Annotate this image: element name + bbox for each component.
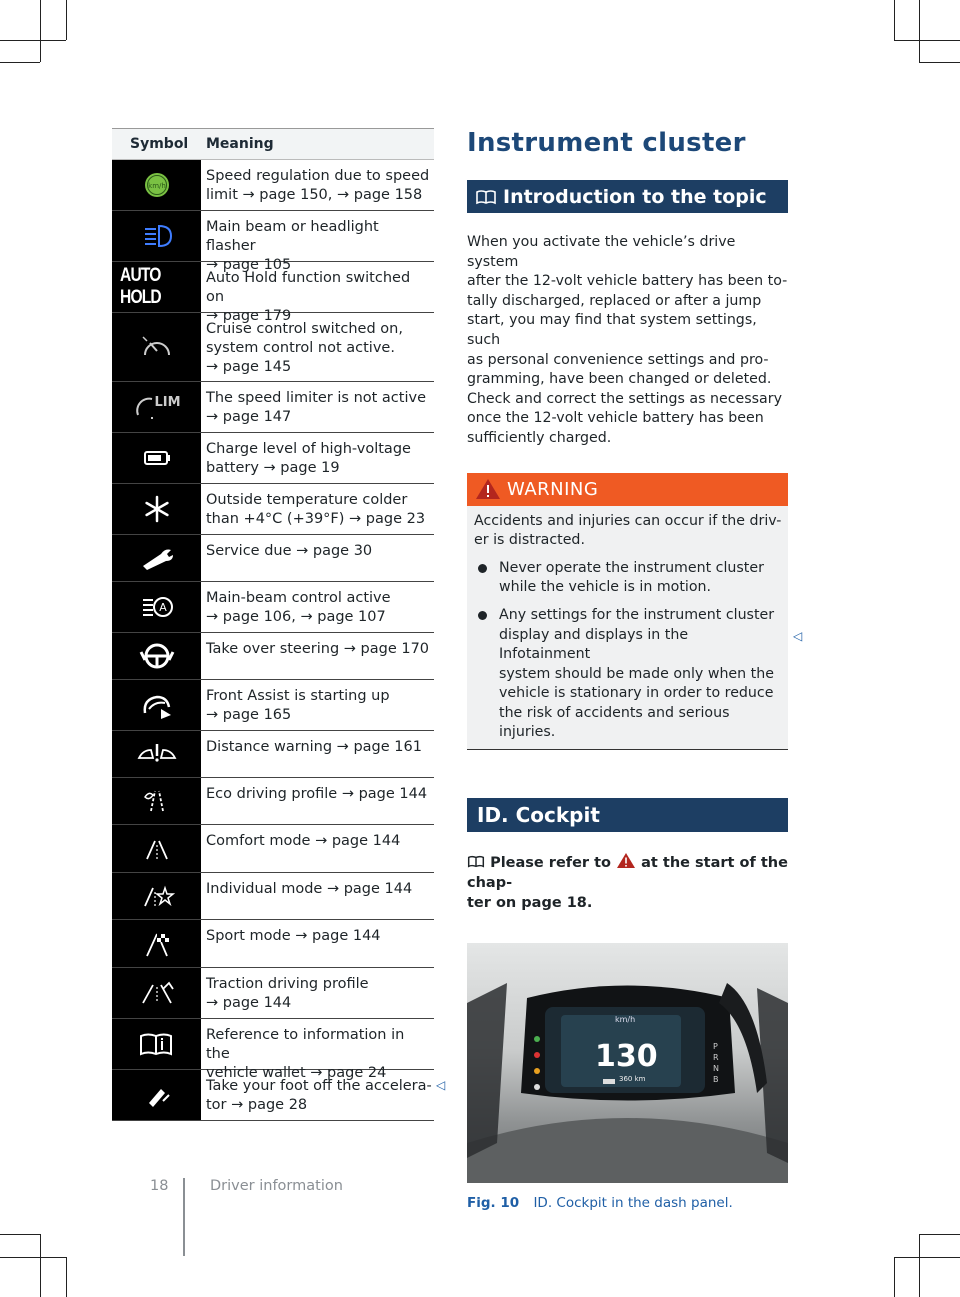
intro-line: once the 12-volt vehicle battery has been: [467, 410, 764, 427]
meaning-cell: [201, 778, 434, 824]
table-row: [112, 582, 434, 633]
table-row: [112, 731, 434, 778]
table-row: [112, 825, 434, 873]
intro-line: start, you may find that system settings, such: [467, 312, 757, 348]
meaning-line: Traction driving profile: [206, 976, 369, 992]
meaning-cell: [201, 313, 434, 381]
crop-mark: [919, 0, 920, 62]
snowflake-icon: [112, 484, 201, 534]
warning-bullet-line: Never operate the instrument cluster: [499, 559, 764, 576]
intro-heading: Introduction to the topic: [503, 185, 767, 208]
front-assist-icon: [112, 680, 201, 730]
intro-line: Check and correct the settings as necessary: [467, 390, 782, 407]
meaning-line: Service due → page 30: [206, 543, 373, 559]
meaning-cell: [201, 262, 434, 324]
crop-mark: [66, 0, 67, 40]
warning-bullet-line: display and displays in the Infotainment: [499, 626, 689, 663]
gear-indicator: [713, 1041, 719, 1085]
header-meaning: Meaning: [206, 136, 274, 152]
individual-mode-icon: [112, 873, 201, 919]
meaning-cell: [201, 1019, 434, 1081]
intro-line: tally discharged, replaced or after a jump: [467, 292, 762, 309]
crop-mark: [894, 1257, 895, 1297]
meaning-cell: [201, 968, 434, 1018]
crop-mark: [919, 62, 960, 63]
figure-number: Fig. 10: [467, 1195, 520, 1212]
distance-warning-icon: [112, 731, 201, 777]
refer-text-after: at the start of the chap-: [467, 855, 788, 892]
meaning-cell: [201, 873, 434, 919]
crop-mark: [0, 62, 40, 63]
screen-speed: 130: [595, 1039, 658, 1075]
crop-mark: [894, 0, 895, 40]
meaning-cell: [201, 535, 434, 581]
warning-header: [467, 473, 788, 506]
meaning-cell: [201, 633, 434, 679]
warning-body: [467, 506, 788, 751]
warning-triangle-icon: [467, 477, 507, 501]
crop-mark: [40, 1234, 41, 1297]
svg-text:km/h: km/h: [147, 182, 166, 190]
table-row: [112, 680, 434, 731]
intro-paragraph: [467, 233, 788, 449]
figure-caption: [467, 1195, 788, 1211]
meaning-line: Charge level of high-voltage: [206, 441, 411, 457]
cruise-control-icon: [112, 313, 201, 381]
battery-icon: [112, 433, 201, 483]
meaning-line: Main beam or headlight flasher: [206, 219, 379, 254]
vehicle-wallet-icon: [112, 1019, 201, 1069]
table-row: [112, 778, 434, 825]
meaning-line: Eco driving profile → page 144: [206, 786, 428, 802]
gear-letter: N: [713, 1064, 719, 1074]
meaning-cell: [201, 382, 434, 432]
meaning-line: Cruise control switched on,: [206, 321, 403, 337]
header-symbol: Symbol: [130, 136, 189, 152]
comfort-mode-icon: [112, 825, 201, 872]
svg-text:A: A: [158, 601, 167, 614]
foot-off-accelerator-icon: [112, 1070, 201, 1120]
meaning-cell: [201, 680, 434, 730]
table-row: [112, 262, 434, 324]
table-row: [112, 1019, 434, 1081]
meaning-line: Reference to information in the: [206, 1027, 405, 1062]
speed-limiter-icon: [112, 382, 201, 432]
intro-heading-bar: [467, 180, 788, 213]
table-row: [112, 968, 434, 1019]
intro-line: after the 12-volt vehicle battery has been to-: [467, 273, 788, 290]
right-column: [467, 128, 788, 1211]
table-row: [112, 633, 434, 680]
warning-bullet-line: the risk of accidents and serious injuries.: [499, 704, 730, 741]
warning-bullet-line: system should be made only when the: [499, 665, 774, 682]
gear-letter: R: [713, 1053, 719, 1063]
meaning-cell: [201, 920, 434, 967]
meaning-line: → page 179: [206, 308, 292, 324]
meaning-line: → page 106, → page 107: [206, 609, 386, 625]
meaning-line: than +4°C (+39°F) → page 23: [206, 511, 426, 527]
take-over-steering-icon: [112, 633, 201, 679]
symbol-table: [112, 128, 434, 1121]
meaning-line: Sport mode → page 144: [206, 928, 381, 944]
refer-text-line2: ter on page 18.: [467, 895, 593, 912]
meaning-line: Take your foot off the accelera-: [206, 1078, 432, 1094]
book-icon: [475, 189, 497, 205]
meaning-cell: [201, 433, 434, 483]
warning-bullet: [474, 559, 782, 598]
meaning-line: Take over steering → page 170: [206, 641, 430, 657]
intro-line: as personal convenience settings and pro-: [467, 351, 769, 368]
refer-text-before: Please refer to: [490, 855, 612, 872]
speed-limit-icon: [112, 160, 201, 210]
gear-letter: B: [713, 1075, 719, 1085]
meaning-line: Front Assist is starting up: [206, 688, 390, 704]
meaning-cell: [201, 160, 434, 210]
warning-triangle-icon: [616, 852, 636, 869]
crop-mark: [0, 1257, 66, 1258]
meaning-line: system control not active.: [206, 340, 395, 356]
screen-unit: km/h: [615, 1015, 636, 1025]
table-row: [112, 535, 434, 582]
refer-note: [467, 852, 788, 913]
crop-mark: [66, 1257, 67, 1297]
speed-limiter-label: LIM: [154, 394, 181, 410]
main-beam-auto-icon: [112, 582, 201, 632]
meaning-line: → page 145: [206, 359, 292, 375]
figure-caption-text: ID. Cockpit in the dash panel.: [533, 1195, 733, 1212]
meaning-line: battery → page 19: [206, 460, 340, 476]
warning-bullet-line: Any settings for the instrument cluster: [499, 606, 775, 623]
auto-hold-icon: [112, 262, 201, 312]
intro-line: sufficiently charged.: [467, 429, 612, 446]
meaning-cell: [201, 1070, 434, 1120]
crop-mark: [0, 1234, 40, 1235]
meaning-cell: [201, 825, 434, 872]
meaning-line: → page 147: [206, 409, 292, 425]
crop-mark: [919, 1234, 920, 1297]
meaning-line: Speed regulation due to speed: [206, 168, 430, 184]
warning-label: WARNING: [507, 478, 599, 500]
gear-letter: P: [713, 1042, 718, 1052]
table-row: [112, 873, 434, 920]
crop-mark: [894, 40, 960, 41]
screen-range: 360 km: [619, 1075, 646, 1084]
warning-bullet-line: while the vehicle is in motion.: [499, 579, 712, 596]
crop-mark: [0, 40, 66, 41]
table-row: [112, 313, 434, 382]
traction-profile-icon: [112, 968, 201, 1018]
footer-divider: [183, 1178, 185, 1256]
meaning-line: Outside temperature colder: [206, 492, 408, 508]
meaning-line: → page 165: [206, 707, 292, 723]
meaning-cell: [201, 211, 434, 273]
cockpit-heading-bar: [467, 798, 788, 832]
meaning-line: The speed limiter is not active: [206, 390, 426, 406]
table-row: [112, 484, 434, 535]
table-row: [112, 433, 434, 484]
warning-bullet-text: [499, 559, 764, 598]
end-marker: ◁: [793, 629, 803, 643]
crop-mark: [919, 1234, 960, 1235]
cockpit-heading: ID. Cockpit: [477, 803, 600, 828]
intro-line: gramming, have been changed or deleted.: [467, 371, 772, 388]
meaning-line: limit → page 150, → page 158: [206, 187, 423, 203]
warning-intro-line: er is distracted.: [474, 532, 585, 549]
table-body: [112, 160, 434, 1121]
meaning-line: → page 144: [206, 995, 292, 1011]
warning-bullet-text: [499, 606, 782, 743]
bullet-dot: [478, 564, 487, 573]
meaning-line: → page 105: [206, 257, 292, 273]
meaning-line: Comfort mode → page 144: [206, 833, 401, 849]
end-marker: ◁: [436, 1078, 446, 1092]
meaning-cell: [201, 582, 434, 632]
warning-bullet: [474, 606, 782, 743]
table-header: [112, 128, 434, 160]
meaning-cell: [201, 484, 434, 534]
warning-box: [467, 473, 788, 751]
meaning-line: tor → page 28: [206, 1097, 308, 1113]
table-row: [112, 1070, 434, 1121]
meaning-line: Distance warning → page 161: [206, 739, 422, 755]
chapter-name: Driver information: [210, 1178, 343, 1194]
eco-profile-icon: [112, 778, 201, 824]
sport-mode-icon: [112, 920, 201, 967]
meaning-line: Auto Hold function switched on: [206, 270, 411, 305]
intro-line: When you activate the vehicle’s drive system: [467, 234, 736, 270]
section-title: Instrument cluster: [467, 128, 746, 158]
crop-mark: [894, 1257, 960, 1258]
meaning-line: Main-beam control active: [206, 590, 391, 606]
meaning-line: vehicle wallet → page 24: [206, 1065, 387, 1081]
page-number: 18: [150, 1178, 169, 1194]
warning-intro-line: Accidents and injuries can occur if the driv-: [474, 512, 782, 529]
cockpit-figure: [467, 943, 788, 1183]
meaning-line: Individual mode → page 144: [206, 881, 413, 897]
table-row: [112, 920, 434, 968]
meaning-cell: [201, 731, 434, 777]
bullet-dot: [478, 611, 487, 620]
table-row: [112, 160, 434, 211]
crop-mark: [40, 0, 41, 62]
wrench-icon: [112, 535, 201, 581]
book-icon: [467, 855, 485, 868]
warning-bullet-line: vehicle is stationary in order to reduce: [499, 685, 774, 702]
main-beam-icon: [112, 211, 201, 261]
auto-hold-label: AUTO HOLD: [120, 265, 161, 308]
table-row: [112, 382, 434, 433]
table-row: [112, 211, 434, 273]
